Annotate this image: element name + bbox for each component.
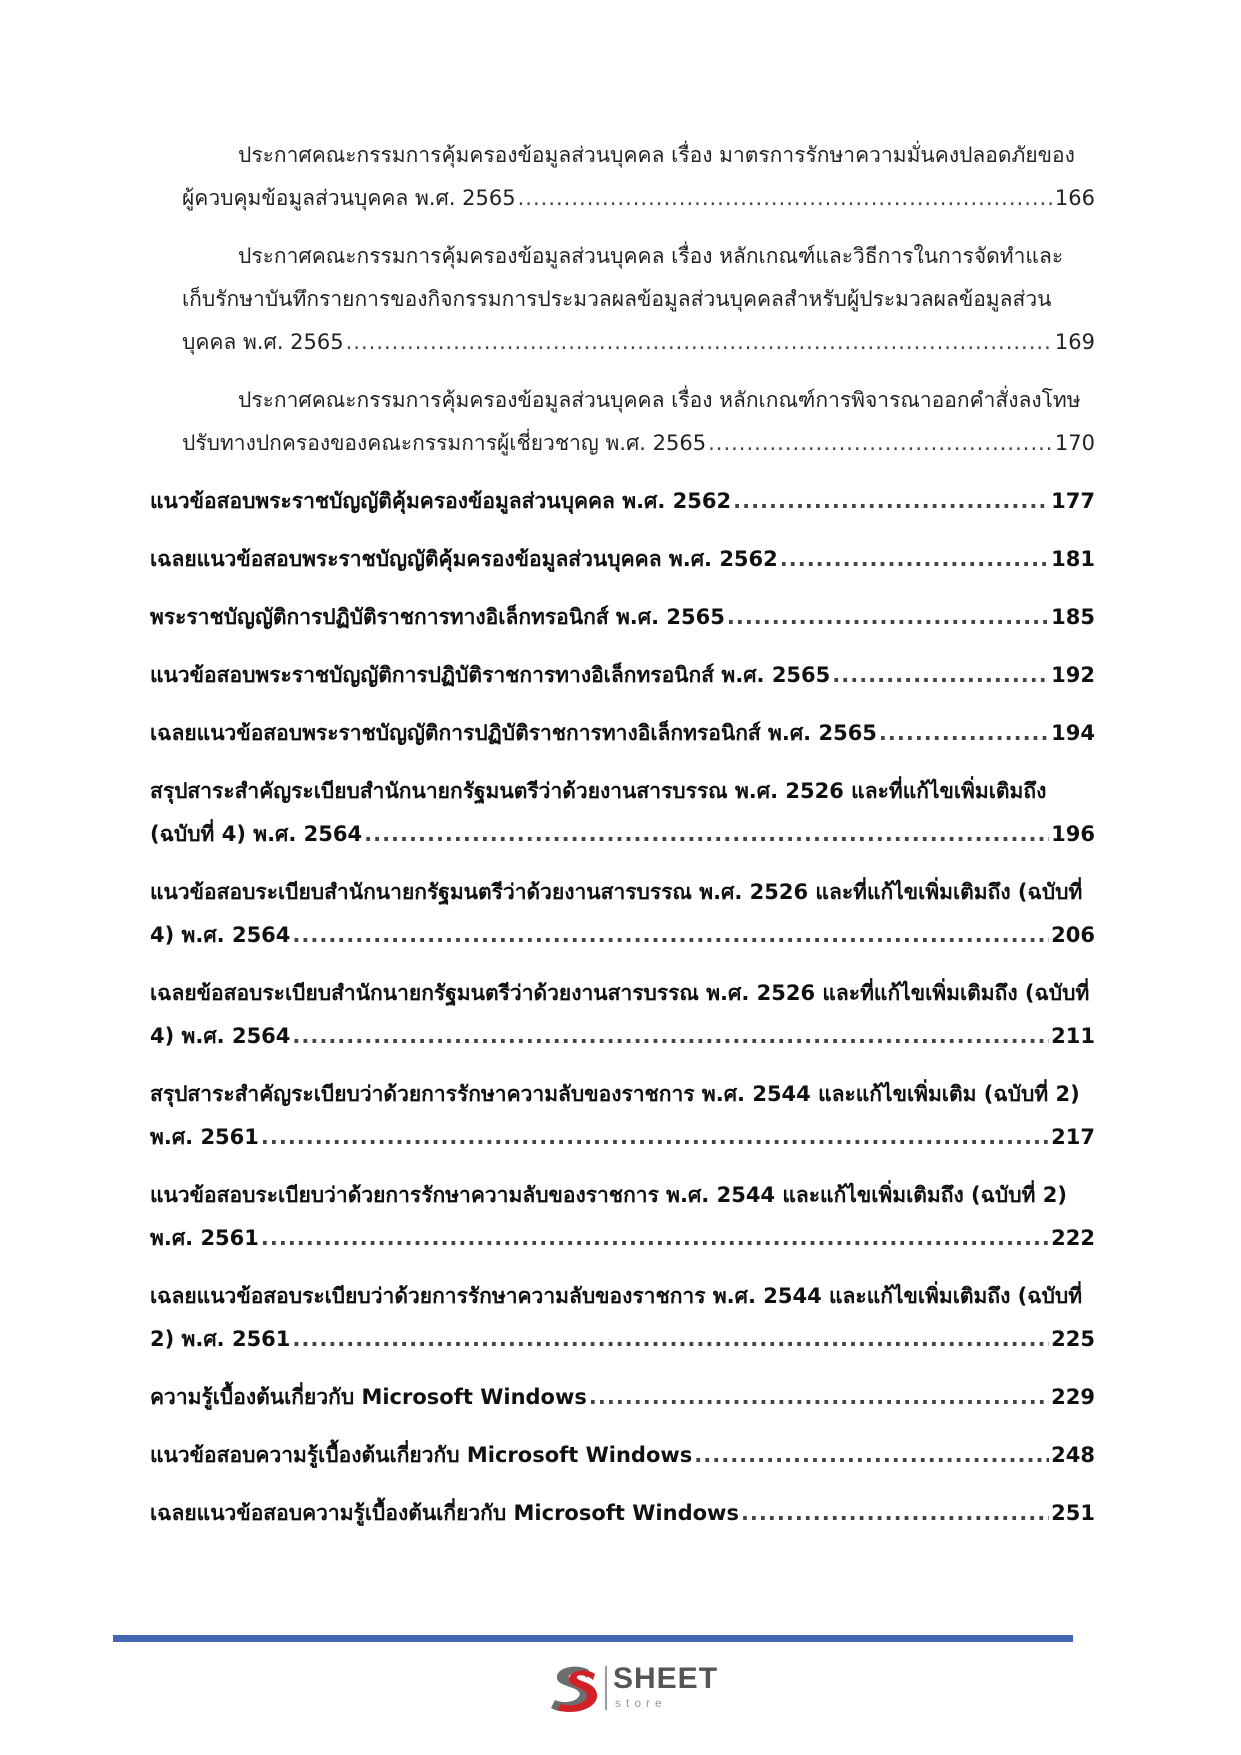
toc-entry-title-line: ความรู้เบื้องต้นเกี่ยวกับ Microsoft Windows xyxy=(150,1385,587,1409)
toc-page-number: 211 xyxy=(1051,1024,1095,1048)
logo-wordmark: SHEET xyxy=(613,1662,719,1695)
dot-leader xyxy=(292,920,1049,950)
toc-page-number: 229 xyxy=(1051,1385,1095,1409)
dot-leader xyxy=(364,819,1049,849)
dot-leader xyxy=(879,718,1049,748)
toc-page-number: 192 xyxy=(1051,663,1095,687)
toc-entry-title-line: ประกาศคณะกรรมการคุ้มครองข้อมูลส่วนบุคคล เรื่อง มาตรการรักษาความมั่นคงปลอดภัยของ xyxy=(238,143,1075,167)
dot-leader xyxy=(727,602,1049,632)
toc-entry-title-line: (ฉบับที่ 4) พ.ศ. 2564 xyxy=(150,822,363,846)
toc-entry-title-line: แนวข้อสอบระเบียบสำนักนายกรัฐมนตรีว่าด้วยงานสารบรรณ พ.ศ. 2526 และที่แก้ไขเพิ่มเติมถึง (ฉบับที่ xyxy=(150,880,1083,904)
dot-leader xyxy=(741,1498,1049,1528)
toc-page-number: 196 xyxy=(1051,822,1095,846)
dot-leader xyxy=(708,428,1053,458)
sheet-store-logo xyxy=(545,1662,719,1714)
toc-page-number: 225 xyxy=(1051,1327,1095,1351)
toc-entry-title-line: เฉลยแนวข้อสอบพระราชบัญญัติคุ้มครองข้อมูลส่วนบุคคล พ.ศ. 2562 xyxy=(150,547,778,571)
dot-leader xyxy=(733,486,1049,516)
toc-entry-title-line: 4) พ.ศ. 2564 xyxy=(150,1024,291,1048)
toc-entry-title-line: แนวข้อสอบพระราชบัญญัติคุ้มครองข้อมูลส่วนบุคคล พ.ศ. 2562 xyxy=(150,489,732,513)
logo-subtext: store xyxy=(615,1696,667,1710)
toc-entry-title-line: พ.ศ. 2561 xyxy=(150,1125,259,1149)
toc-entry-title-line: สรุปสาระสำคัญระเบียบสำนักนายกรัฐมนตรีว่าด้วยงานสารบรรณ พ.ศ. 2526 และที่แก้ไขเพิ่มเติมถึง xyxy=(150,779,1047,803)
toc-page-number: 251 xyxy=(1051,1501,1095,1525)
toc-page-number: 170 xyxy=(1054,431,1095,455)
dot-leader xyxy=(589,1382,1049,1412)
toc-entry-title-line: แนวข้อสอบระเบียบว่าด้วยการรักษาความลับของราชการ พ.ศ. 2544 และแก้ไขเพิ่มเติมถึง (ฉบับที่ 2) xyxy=(150,1183,1067,1207)
toc-entry-title-line: พ.ศ. 2561 xyxy=(150,1226,259,1250)
toc-page-number: 181 xyxy=(1051,547,1095,571)
sheet-store-s-icon xyxy=(545,1662,601,1714)
dot-leader xyxy=(832,660,1049,690)
toc-entry-title-line: 4) พ.ศ. 2564 xyxy=(150,923,291,947)
dot-leader xyxy=(292,1324,1049,1354)
toc-entry-title-line: สรุปสาระสำคัญระเบียบว่าด้วยการรักษาความลับของราชการ พ.ศ. 2544 และแก้ไขเพิ่มเติม (ฉบับที่ 2) xyxy=(150,1082,1080,1106)
toc-page-number: 194 xyxy=(1051,721,1095,745)
dot-leader xyxy=(261,1122,1049,1152)
footer-rule xyxy=(113,1635,1073,1642)
toc-entry-title-line: เฉลยข้อสอบระเบียบสำนักนายกรัฐมนตรีว่าด้วยงานสารบรรณ พ.ศ. 2526 และที่แก้ไขเพิ่มเติมถึง (ฉบับที่ xyxy=(150,981,1090,1005)
toc-page-number: 177 xyxy=(1051,489,1095,513)
dot-leader xyxy=(346,327,1053,357)
toc-entry-title-line: แนวข้อสอบความรู้เบื้องต้นเกี่ยวกับ Microsoft Windows xyxy=(150,1443,693,1467)
toc-page-number: 222 xyxy=(1051,1226,1095,1250)
dot-leader xyxy=(261,1223,1049,1253)
toc-entry-title-line: 2) พ.ศ. 2561 xyxy=(150,1327,291,1351)
dot-leader xyxy=(518,183,1053,213)
toc-entry-title-line: เก็บรักษาบันทึกรายการของกิจกรรมการประมวลผลข้อมูลส่วนบุคคลสำหรับผู้ประมวลผลข้อมูลส่วน xyxy=(182,287,1052,311)
dot-leader xyxy=(694,1440,1049,1470)
toc-entry-title-line: บุคคล พ.ศ. 2565 xyxy=(182,330,344,354)
toc-page-number: 217 xyxy=(1051,1125,1095,1149)
toc-entry-title-line: ประกาศคณะกรรมการคุ้มครองข้อมูลส่วนบุคคล เรื่อง หลักเกณฑ์และวิธีการในการจัดทำและ xyxy=(238,244,1064,268)
toc-page-number: 166 xyxy=(1054,186,1095,210)
logo-divider xyxy=(605,1666,607,1710)
dot-leader xyxy=(292,1021,1049,1051)
toc-entry-title-line: เฉลยแนวข้อสอบระเบียบว่าด้วยการรักษาความลับของราชการ พ.ศ. 2544 และแก้ไขเพิ่มเติมถึง (ฉบับที่ xyxy=(150,1284,1083,1308)
toc-entry-title-line: ผู้ควบคุมข้อมูลส่วนบุคคล พ.ศ. 2565 xyxy=(182,186,516,210)
toc-entry-title-line: เฉลยแนวข้อสอบความรู้เบื้องต้นเกี่ยวกับ Microsoft Windows xyxy=(150,1501,739,1525)
toc-page-number: 206 xyxy=(1051,923,1095,947)
toc-entry-title-line: เฉลยแนวข้อสอบพระราชบัญญัติการปฏิบัติราชการทางอิเล็กทรอนิกส์ พ.ศ. 2565 xyxy=(150,721,877,745)
dot-leader xyxy=(780,544,1049,574)
toc-page-number: 169 xyxy=(1054,330,1095,354)
toc-entry-title-line: ประกาศคณะกรรมการคุ้มครองข้อมูลส่วนบุคคล เรื่อง หลักเกณฑ์การพิจารณาออกคำสั่งลงโทษ xyxy=(238,388,1081,412)
toc-page-number: 248 xyxy=(1051,1443,1095,1467)
toc-entry-title-line: ปรับทางปกครองของคณะกรรมการผู้เชี่ยวชาญ พ.ศ. 2565 xyxy=(182,431,707,455)
toc-entry-title-line: พระราชบัญญัติการปฏิบัติราชการทางอิเล็กทรอนิกส์ พ.ศ. 2565 xyxy=(150,605,725,629)
toc-page-number: 185 xyxy=(1051,605,1095,629)
toc-entry-title-line: แนวข้อสอบพระราชบัญญัติการปฏิบัติราชการทางอิเล็กทรอนิกส์ พ.ศ. 2565 xyxy=(150,663,831,687)
